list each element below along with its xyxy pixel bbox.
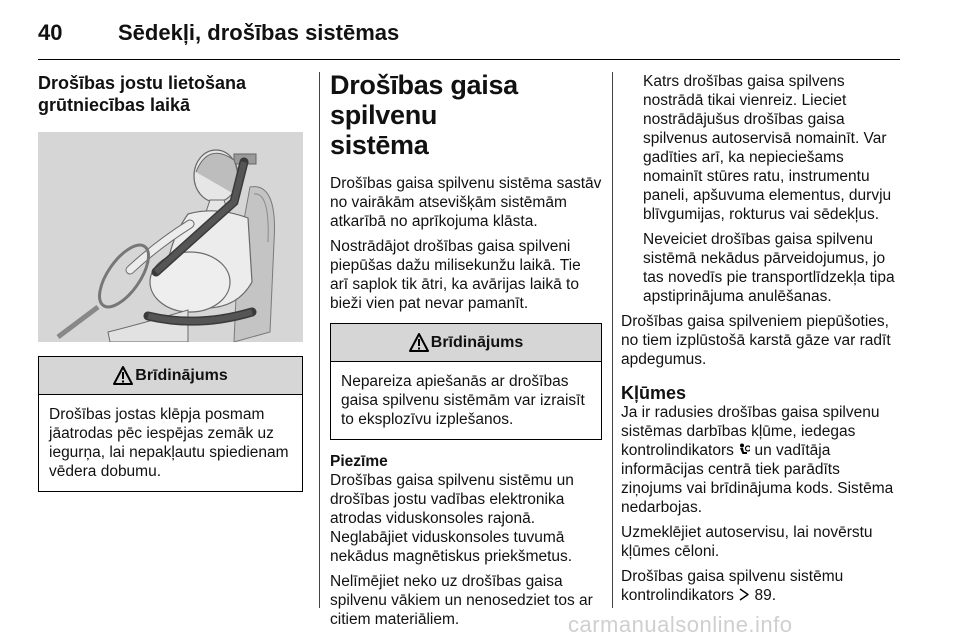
header-title: Sēdekļi, drošības sistēmas (118, 20, 400, 45)
section-heading-pregnancy (38, 72, 303, 116)
warning-header (39, 357, 302, 395)
reference-page-link[interactable]: 89. (754, 587, 777, 604)
column-3 (621, 72, 903, 611)
paragraph: Uzmeklējiet autoservisu, lai novērstu kļūmes cēloni. (621, 524, 873, 560)
column-divider (612, 72, 613, 608)
faults-text-b: un vadītāja informācijas centrā tiek parādīts ziņojums vai brīdinājuma kods. Sistēma nedarbojas. (621, 442, 894, 516)
faults-heading: Kļūmes (621, 383, 687, 403)
warning-header (331, 324, 601, 362)
faults-text-a: Ja ir radusies drošības gaisa spilvenu sistēmas darbības kļūme, iedegas kontrolindikators (621, 404, 880, 459)
page-number: 40 (38, 20, 63, 45)
airbag-indicator-icon (738, 443, 750, 457)
warning-triangle-icon (409, 333, 429, 352)
paragraph: Drošības gaisa spilvenu sistēma sastāv no vairākām atsevišķām sistēmām atkarībā no aprīkojuma klāsta. (330, 175, 602, 230)
heading-line: grūtniecības laikā (38, 95, 191, 115)
column-1 (38, 72, 303, 492)
note-block (330, 452, 602, 629)
warning-title: Brīdinājums (430, 333, 524, 351)
warning-box (330, 323, 602, 440)
paragraph: Drošības gaisa spilveniem piepūšoties, no tiem izplūstošā karstā gāze var radīt apdegumus. (621, 313, 891, 368)
faults-paragraph (621, 403, 903, 517)
warning-title: Brīdinājums (135, 366, 228, 384)
pregnant-driver-seatbelt-illustration (38, 132, 303, 342)
section-heading-airbag-system (330, 70, 602, 160)
page-header (38, 16, 900, 56)
column-divider (319, 72, 320, 608)
paragraph: Nostrādājot drošības gaisa spilveni piepūšas dažu milisekunžu laikā. Tie arī saplok tik ātri, ka avārijas laikā to bieži vien pat nevar pamanīt. (330, 238, 581, 312)
watermark: carmanualsonline.info (568, 612, 793, 637)
note-paragraph: Nelīmējiet neko uz drošības gaisa spilvenu vākiem un nenosedziet tos ar citiem materiāliem. (330, 573, 593, 628)
heading-line: Drošības gaisa spilvenu (330, 70, 518, 130)
heading-line: sistēma (330, 130, 429, 160)
warning-text: Drošības jostas klēpja posmam jāatrodas pēc iespējas zemāk uz iegurņa, lai nepakļautu spiedienam vēdera dobumu. (49, 406, 289, 480)
warning-box (38, 356, 303, 492)
note-paragraph: Neveiciet drošības gaisa spilvenu sistēmā nekādus pārveidojumus, jo tas novedīs pie transportlīdzekļa tipa apstiprinājuma anulēšanas. (643, 231, 895, 305)
warning-text: Nepareiza apiešanās ar drošības gaisa spilvenu sistēmām var izraisīt to eksplozīvu izplešanos. (341, 373, 585, 428)
note-paragraph: Katrs drošības gaisa spilvens nostrādā tikai vienreiz. Lieciet nostrādājušus drošības gaisa spilvenus autoservisā nomainīt. Var gadīties arī, ka nepieciešams nomainīt stūres ratu, instrumentu paneli, apšuvuma elementus, durvju blīvgumijas, rokturus vai sēdekļus. (643, 73, 892, 223)
heading-line: Drošības jostu lietošana (38, 73, 247, 93)
note-label: Piezīme (330, 453, 388, 470)
warning-triangle-icon (113, 366, 133, 385)
column-2 (330, 72, 602, 635)
page-reference-arrow-icon (738, 587, 750, 600)
reference-text: Drošības gaisa spilvenu sistēmu kontrolindikators (621, 568, 844, 604)
header-rule (38, 59, 900, 60)
note-paragraph: Drošības gaisa spilvenu sistēmu un drošības jostu vadības elektronika atrodas viduskonsoles rajonā. Neglabājiet viduskonsoles tuvumā nekādus magnētiskus priekšmetus. (330, 472, 574, 565)
reference-paragraph (621, 567, 903, 605)
